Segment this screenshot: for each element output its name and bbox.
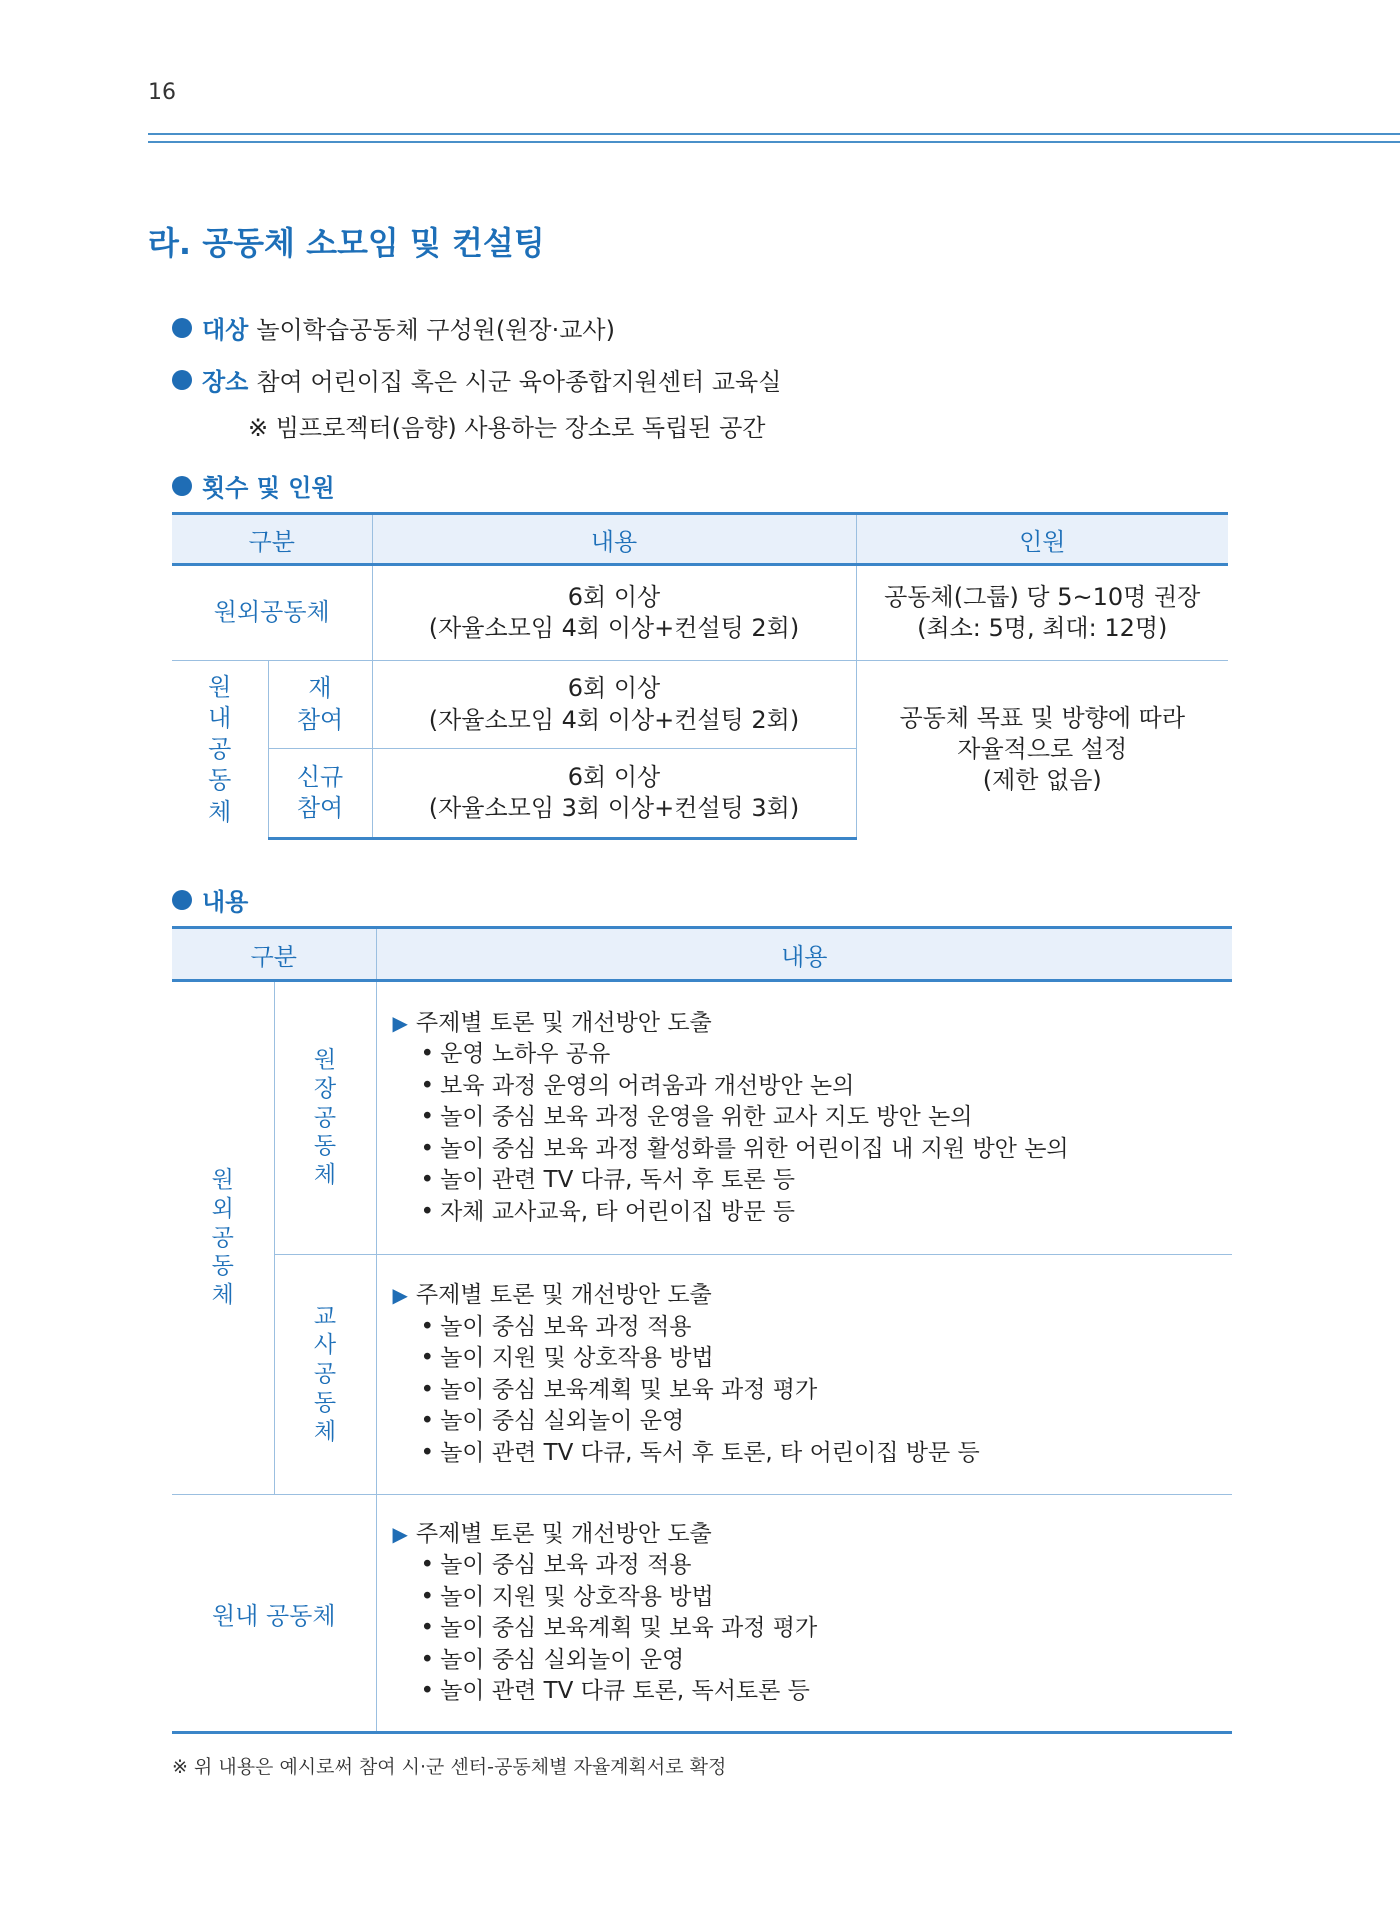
inside-group-label: 원내공동체 — [172, 661, 268, 839]
people-line: (최소: 5명, 최대: 12명) — [917, 614, 1168, 642]
content-heading — [172, 882, 248, 917]
list-item: • 운영 노하우 공유 — [393, 1039, 1233, 1071]
bullet-dot-icon — [172, 370, 192, 390]
count-table-header-category: 구분 — [172, 514, 372, 565]
footnote: ※ 위 내용은 예시로써 참여 시·군 센터-공동체별 자율계획서로 확정 — [172, 1756, 727, 1778]
list-item: • 놀이 지원 및 상호작용 방법 — [393, 1343, 1233, 1375]
list-item: • 놀이 중심 보육 과정 적용 — [393, 1312, 1233, 1344]
list-item: • 보육 과정 운영의 어려움과 개선방안 논의 — [393, 1071, 1233, 1103]
list-item: • 놀이 관련 TV 다큐, 독서 후 토론 등 — [393, 1165, 1233, 1197]
topic-title: ▶ 주제별 토론 및 개선방안 도출 — [392, 1520, 712, 1547]
list-item: • 놀이 지원 및 상호작용 방법 — [393, 1582, 1233, 1614]
content-line: 6회 이상 — [567, 582, 661, 611]
content-line: (자율소모임 3회 이상+컨설팅 3회) — [428, 794, 800, 822]
list-item: • 놀이 중심 보육계획 및 보육 과정 평가 — [393, 1375, 1233, 1407]
list-item: • 놀이 중심 보육 과정 적용 — [393, 1550, 1233, 1582]
header-rule — [148, 133, 1400, 143]
content-line: 6회 이상 — [567, 674, 661, 703]
row-outside-people — [856, 565, 1228, 661]
teacher-content — [376, 1255, 1232, 1495]
target-label: 대상 — [202, 316, 249, 344]
list-item: • 놀이 중심 보육계획 및 보육 과정 평가 — [393, 1613, 1233, 1645]
count-heading-label: 횟수 및 인원 — [202, 474, 335, 502]
content-table — [172, 926, 1232, 1734]
section-title: 라. 공동체 소모임 및 컨설팅 — [148, 224, 545, 262]
bullet-dot-icon — [172, 476, 192, 496]
inside-community-label: 원내 공동체 — [172, 1495, 376, 1733]
triangle-right-icon: ▶ — [392, 1283, 408, 1307]
place-label: 장소 — [202, 368, 249, 396]
director-label: 원장공동체 — [274, 981, 376, 1255]
director-content — [376, 981, 1232, 1255]
people-line: 자율적으로 설정 — [957, 735, 1128, 764]
outside-group-label: 원외공동체 — [211, 1167, 234, 1309]
count-table-header-content: 내용 — [372, 514, 856, 565]
content-table-header-content: 내용 — [376, 928, 1232, 981]
content-line: (자율소모임 4회 이상+컨설팅 2회) — [428, 614, 800, 642]
bullet-dot-icon — [172, 890, 192, 910]
place-note: ※ 빔프로젝터(음향) 사용하는 장소로 독립된 공간 — [248, 414, 766, 442]
content-heading-label: 내용 — [202, 888, 249, 916]
list-item: • 놀이 중심 실외놀이 운영 — [393, 1406, 1233, 1438]
people-line: 공동체(그룹) 당 5~10명 권장 — [884, 582, 1201, 611]
inside-content — [376, 1495, 1232, 1733]
row-outside-label: 원외공동체 — [213, 598, 330, 627]
content-line: (자율소모임 4회 이상+컨설팅 2회) — [428, 705, 800, 734]
list-item: • 놀이 관련 TV 다큐 토론, 독서토론 등 — [393, 1676, 1233, 1708]
list-item: • 놀이 중심 보육 과정 활성화를 위한 어린이집 내 지원 방안 논의 — [393, 1134, 1233, 1166]
topic-title: ▶ 주제별 토론 및 개선방안 도출 — [392, 1282, 712, 1308]
count-heading — [172, 468, 335, 503]
row-outside-content — [372, 565, 856, 661]
row-new-content — [372, 749, 856, 839]
count-table-header-people: 인원 — [856, 514, 1228, 565]
row-re-label: 재 참여 — [268, 661, 372, 749]
place-row — [172, 362, 781, 397]
bullet-dot-icon — [172, 318, 192, 338]
place-value: 참여 어린이집 혹은 시군 육아종합지원센터 교육실 — [256, 368, 782, 396]
people-line: 공동체 목표 및 방향에 따라 — [899, 703, 1186, 732]
target-value: 놀이학습공동체 구성원(원장·교사) — [256, 316, 615, 344]
list-item: • 놀이 중심 보육 과정 운영을 위한 교사 지도 방안 논의 — [393, 1102, 1233, 1134]
content-line: 6회 이상 — [567, 762, 661, 791]
page-number: 16 — [148, 80, 176, 105]
topic-title: ▶ 주제별 토론 및 개선방안 도출 — [392, 1009, 712, 1036]
list-item: • 놀이 중심 실외놀이 운영 — [393, 1645, 1233, 1677]
row-new-label: 신규 참여 — [268, 749, 372, 839]
count-table — [172, 512, 1228, 840]
content-table-header-category: 구분 — [172, 928, 376, 981]
triangle-right-icon: ▶ — [392, 1521, 408, 1546]
people-line: (제한 없음) — [982, 766, 1102, 795]
triangle-right-icon: ▶ — [392, 1010, 408, 1035]
row-re-content — [372, 661, 856, 749]
teacher-label: 교사공동체 — [274, 1255, 376, 1495]
target-row — [172, 310, 615, 345]
list-item: • 놀이 관련 TV 다큐, 독서 후 토론, 타 어린이집 방문 등 — [393, 1438, 1233, 1470]
inside-people — [856, 661, 1228, 839]
list-item: • 자체 교사교육, 타 어린이집 방문 등 — [393, 1197, 1233, 1229]
